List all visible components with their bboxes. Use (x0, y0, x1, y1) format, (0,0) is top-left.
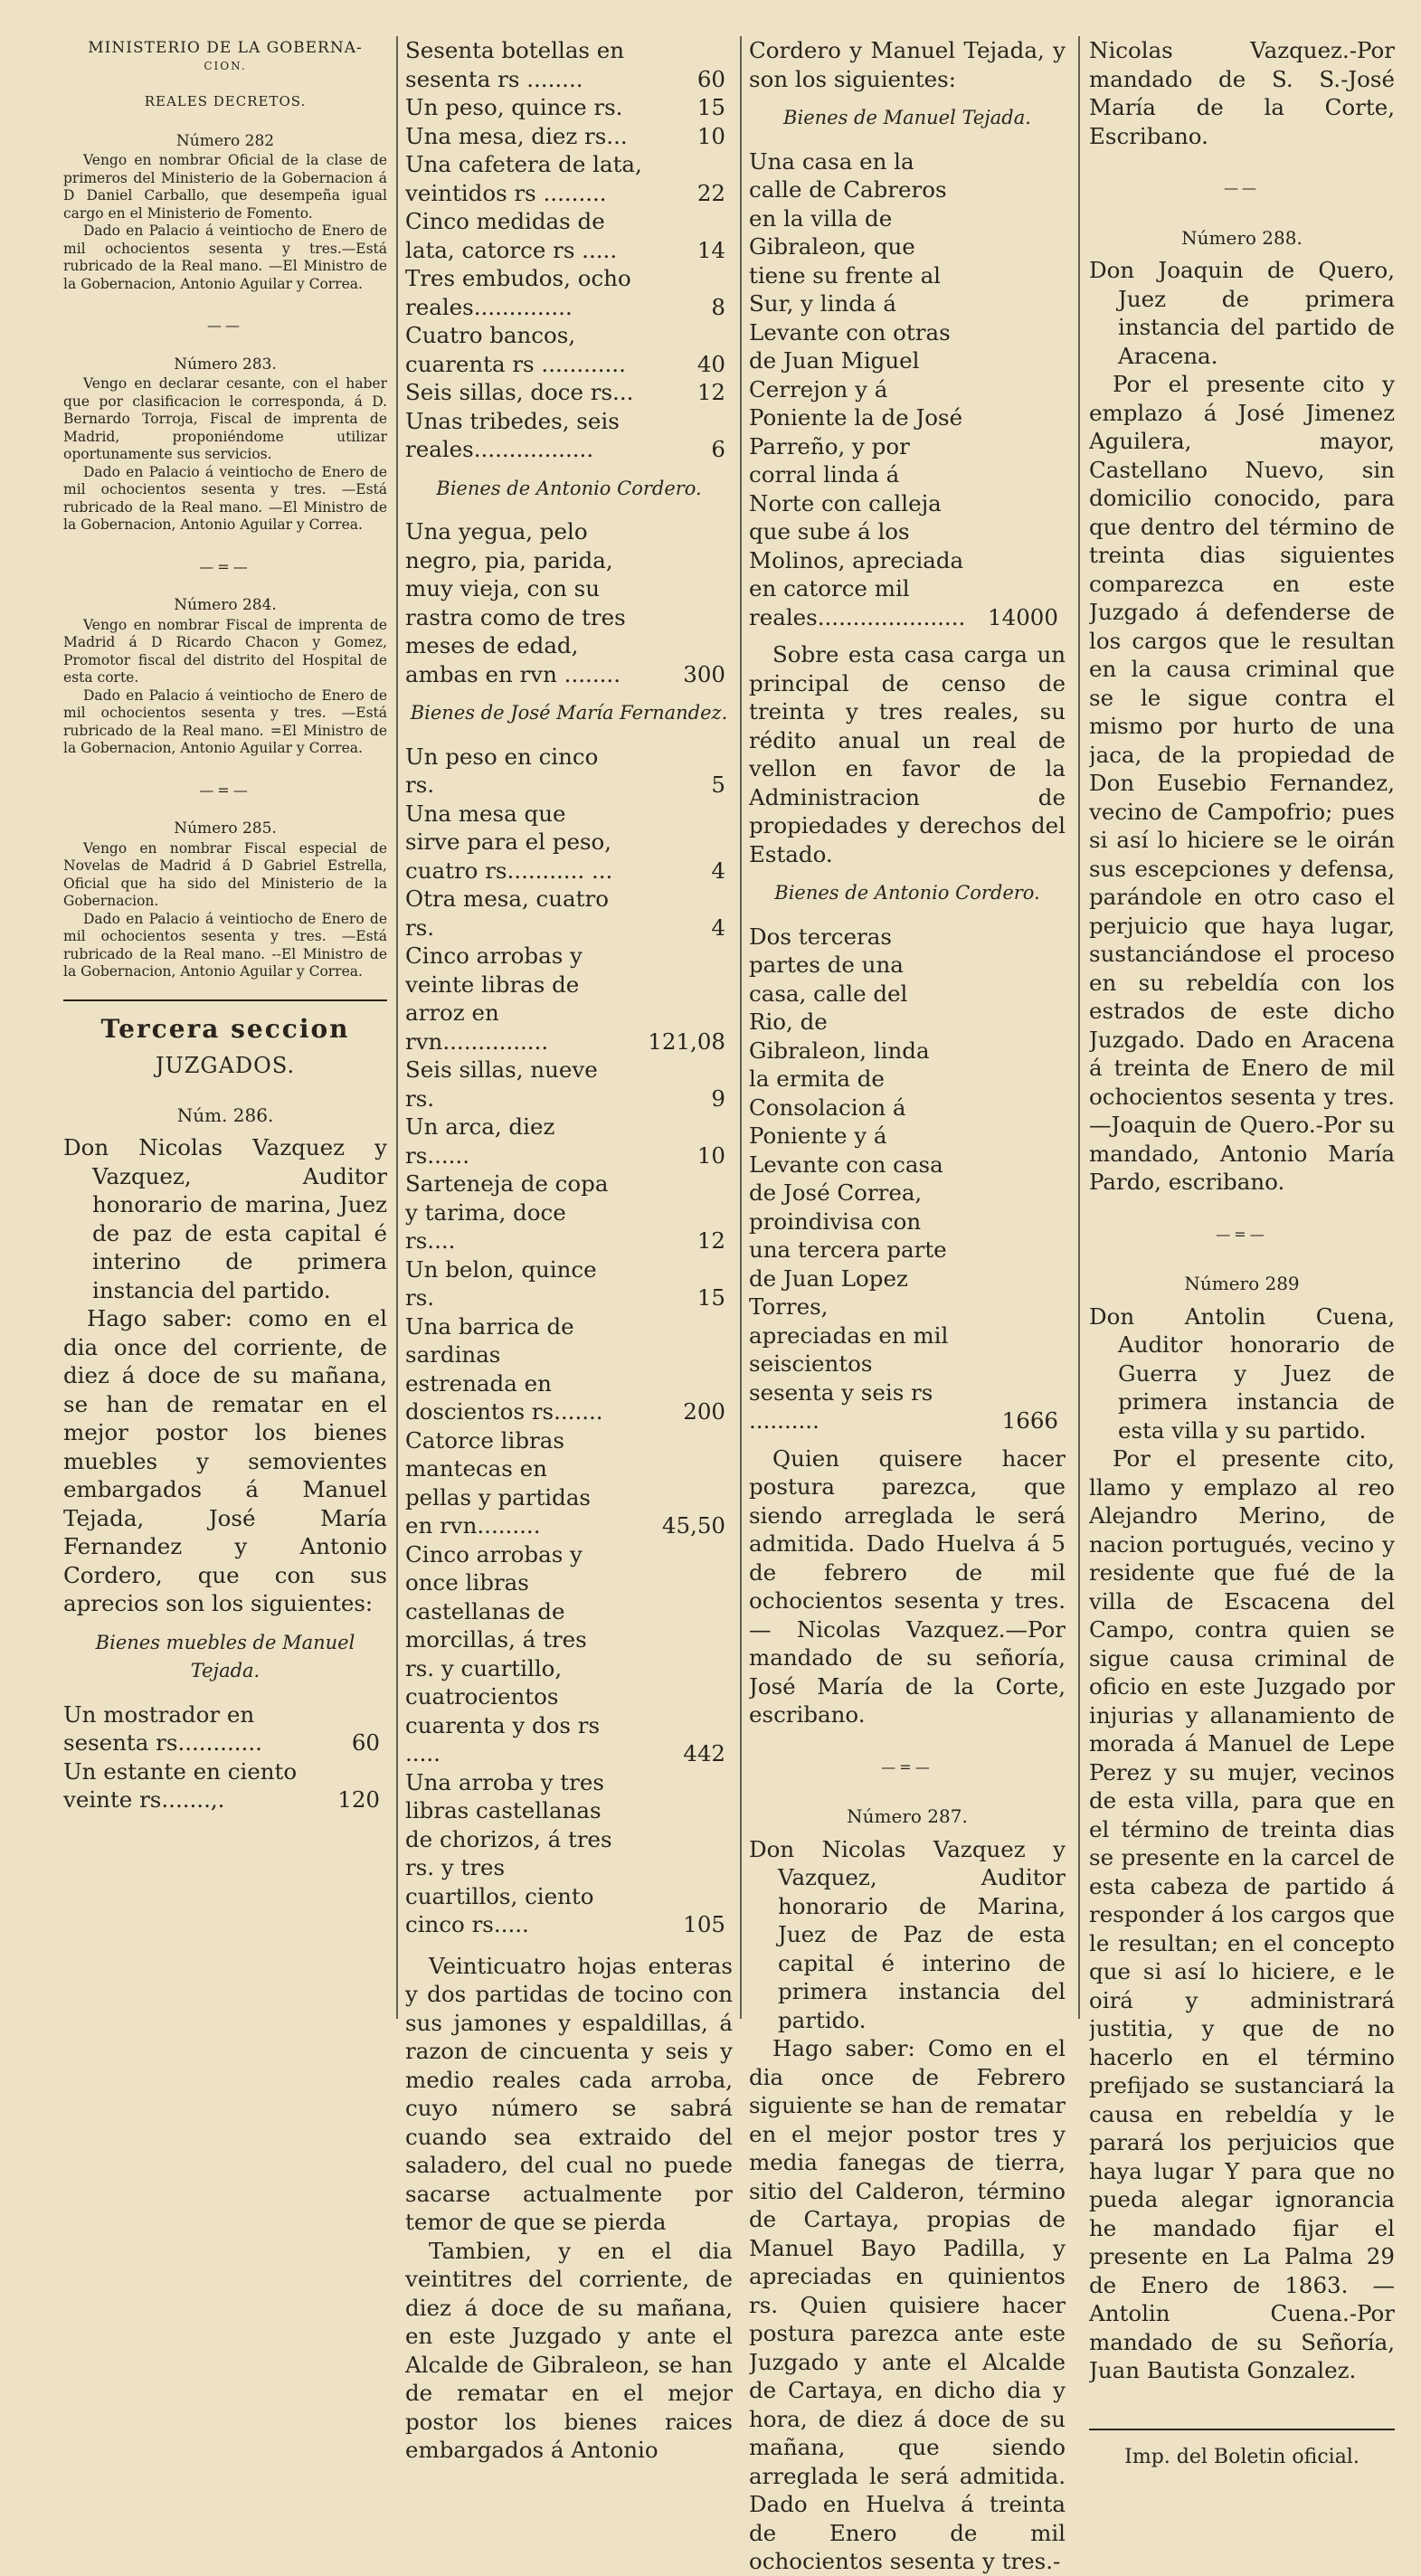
decree-284 (63, 597, 387, 758)
list-item: Una cafetera de lata, veintidos rs ......... 22 (405, 151, 725, 206)
notice-text: Don Antolin Cuena, Auditor honorario de Guerra y Juez de primera instancia de esta villa y su partido. (1089, 1302, 1395, 1444)
list-item: Un belon, quince rs. 15 (405, 1255, 725, 1311)
notice-number: Número 287. (847, 1805, 968, 1827)
decree-text: Vengo en nombrar Oficial de la clase de primeros del Ministerio de la Gobernacion á D Daniel Carballo, que desempeña igual cargo en el Ministerio de Fomento. (63, 152, 387, 222)
notice-text: Cordero y Manuel Tejada, y son los siguientes: (749, 37, 1066, 92)
notice-text: Hago saber: Como en el dia once de Febrero siguiente se han de rematar en el mejor postor tres y media fanegas de tierra, sitio del Calderon, término de Cartaya, propias de Manuel Bayo Padilla, y apreciadas en quinientos rs. Quien quisiere hacer postura parezca ante este Juzgado y ante el Alcalde de Cartaya, en dicho dia y hora, de diez á doce de su mañana, que siendo arreglada le será admitida. Dado en Huelva á treinta de Enero de mil ochocientos sesenta y tres.- (749, 2035, 1066, 2574)
column-4 (1089, 36, 1395, 2471)
separator: —=— (881, 1757, 933, 1776)
list-item: Sesenta botellas en sesenta rs ........ 60 (405, 37, 725, 92)
list-item: Cinco arrobas y once libras castellanas de morcillas, á tres rs. y cuartillo, cuatrocientos cuarenta y dos rs ..... 442 (405, 1540, 725, 1766)
ministry-title-cont: CION. (204, 59, 247, 72)
section-subtitle: JUZGADOS. (155, 1052, 296, 1078)
decree-number: Número 282 (175, 131, 275, 150)
list-item: Un arca, diez rs...... 10 (405, 1113, 725, 1169)
notice-text: Nicolas Vazquez.-Por mandado de S. S.-José María de la Corte, Escribano. (1089, 37, 1395, 149)
decree-text: Dado en Palacio á veintiocho de Enero de mil ochocientos sesenta y tres. —Está rubricado de la Real mano. —El Ministro de la Gobernacion, Antonio Aguilar y Correa. (63, 463, 387, 533)
separator: —=— (199, 557, 251, 575)
decree-285 (63, 820, 387, 981)
ministry-title: MINISTERIO DE LA GOBERNA- (88, 39, 363, 57)
goods-heading: Bienes de José María Fernandez. (410, 702, 728, 724)
list-item: Un estante en ciento veinte rs.......,. 120 (63, 1757, 380, 1813)
decree-text: Dado en Palacio á veintiocho de Enero de mil ochocientos sesenta y tres. —Está rubricado de la Real mano. --El Ministro de la Gobernacion, Antonio Aguilar y Correa. (63, 910, 387, 980)
notice-number: Núm. 286. (176, 1103, 274, 1126)
list-item: Cinco medidas de lata, catorce rs ..... 14 (405, 208, 725, 263)
notice-number: Número 288. (1181, 226, 1303, 249)
separator: —— (207, 317, 243, 334)
separator: —=— (199, 781, 251, 799)
list-item: Una arroba y tres libras castellanas de chorizos, á tres rs. y tres cuartillos, ciento cinco rs..... 105 (405, 1768, 725, 1937)
list-item: Seis sillas, nueve rs. 9 (405, 1056, 725, 1112)
section-rule (63, 999, 387, 1001)
decree-text: Dado en Palacio á veintiocho de Enero de mil ochocientos sesenta y tres.—Está rubricado de la Real mano. —El Ministro de la Gobernacion, Antonio Aguilar y Correa. (63, 223, 387, 292)
goods-heading: Bienes de Antonio Cordero. (774, 882, 1040, 904)
list-item: Unas tribedes, seis reales................. 6 (405, 407, 725, 462)
notice-number: Número 289 (1184, 1273, 1300, 1294)
list-item: Un peso en cinco rs. 5 (405, 743, 725, 798)
decree-text: Vengo en nombrar Fiscal especial de Novelas de Madrid á D Gabriel Estrella, Oficial que ha sido del Ministerio de la Gobernacion. (63, 839, 387, 909)
notice-text: Don Nicolas Vazquez y Vazquez, Auditor honorario de Marina, Juez de Paz de esta capital é interino de primera instancia del partido. (749, 1835, 1066, 2033)
list-item: Una mesa que sirve para el peso, cuatro rs........... ... 4 (405, 800, 725, 884)
goods-heading: Bienes muebles de Manuel Tejada. (95, 1631, 355, 1681)
notice-text: Veinticuatro hojas enteras y dos partidas de tocino con sus jamones y espaldillas, á razon de cincuenta y seis y medio reales cada arroba, cuyo número se sabrá cuando sea extraido del saladero, del cual no puede sacarse actualmente por temor de que se pierda (405, 1952, 733, 2235)
list-item: Seis sillas, doce rs... 12 (405, 379, 725, 405)
decree-282 (63, 133, 387, 294)
goods-heading: Bienes de Antonio Cordero. (436, 477, 702, 499)
decree-number: Número 283. (174, 355, 277, 374)
printer-imprint: Imp. del Boletin oficial. (1089, 2429, 1395, 2472)
goods-list (405, 36, 733, 464)
decree-text: Vengo en declarar cesante, con el haber que por clasificacion le corresponda, á D. Bernardo Torroja, Fiscal de imprenta de Madrid, proponiéndome utilizar oportunamente sus servicios. (63, 375, 387, 462)
list-item: Otra mesa, cuatro rs. 4 (405, 886, 725, 941)
separator: —— (1224, 179, 1260, 196)
notice-text: Por el presente cito, llamo y emplazo al reo Alejandro Merino, de nacion portugués, vecino y residente que fué de la villa de Escacena del Campo, contra quien se sigue causa criminal de oficio en este Juzgado por injurias y allanamiento de morada á Manuel de Lepe Perez y su mujer, vecinos de esta villa, para que en el término de treinta dias se presente en la carcel de esta cabeza de partido á responder á los cargos que le resultan; en el concepto que si así lo hiciere, e le oirá y administrará justitia, y que de no hacerlo en el término prefijado se sustanciará la causa en rebeldía y le parará los perjuicios que haya lugar Y para que no pueda alegar ignorancia he mandado fijar el presente en La Palma 29 de Enero de 1863. —Antolin Cuena.-Por mandado de su Señoría, Juan Bautista Gonzalez. (1089, 1445, 1395, 2383)
list-item: Catorce libras mantecas en pellas y partidas en rvn......... 45,50 (405, 1426, 725, 1539)
list-item: Tres embudos, ocho reales.............. 8 (405, 265, 725, 320)
notice-text: Don Nicolas Vazquez y Vazquez, Auditor honorario de marina, Juez de paz de esta capital é interino de primera instancia del partido. (63, 1134, 387, 1303)
list-item: Una yegua, pelo negro, pia, parida, muy vieja, con su rastra como de tres meses de edad, ambas en rvn ........ 300 (405, 518, 725, 687)
decree-283 (63, 356, 387, 535)
column-3 (749, 36, 1066, 2576)
column-2 (405, 36, 733, 2465)
list-item: Cuatro bancos, cuarenta rs ............ 40 (405, 322, 725, 377)
goods-list (405, 743, 733, 1939)
section-title: Tercera seccion (100, 1013, 350, 1044)
column-1 (63, 36, 387, 1814)
column-rule (1078, 36, 1080, 2019)
list-item: Una mesa, diez rs... 10 (405, 122, 725, 149)
decree-number: Número 285. (174, 819, 277, 838)
decree-text: Vengo en nombrar Fiscal de imprenta de Madrid á D Ricardo Chacon y Gomez, Promotor fiscal del distrito del Hospital de esta corte. (63, 616, 387, 686)
notice-text: Por el presente cito y emplazo á José Jimenez Aguilera, mayor, Castellano Nuevo, sin domicilio conocido, para que dentro del término de treinta dias siguientes comparezca en este Juzgado á defenderse de los cargos que le resultan en la causa criminal que se le sigue contra el mismo por hurto de una jaca, de la propiedad de Don Eusebio Fernandez, vecino de Campofrio; pues si así lo hiciere se le oirán sus escepciones y defensa, parándole en otro caso el perjuicio que haya lugar, sustanciándose el proceso en su rebeldía con los estrados de este dicho Juzgado. Dado en Aracena á treinta de Enero de mil ochocientos sesenta y tres.—Joaquin de Quero.-Por su mandado, Antonio María Pardo, escribano. (1089, 371, 1395, 1195)
list-item: Una barrica de sardinas estrenada en doscientos rs....... 200 (405, 1312, 725, 1425)
list-item: Cinco arrobas y veinte libras de arroz en rvn............... 121,08 (405, 942, 725, 1055)
notice-text: Hago saber: como en el dia once del corriente, de diez á doce de su mañana, se han de rematar en el mejor postor los bienes muebles y semovientes embargados á Manuel Tejada, José María Fernandez y Antonio Cordero, que con sus aprecios son los siguientes: (63, 1305, 387, 1616)
decree-text: Dado en Palacio á veintiocho de Enero de mil ochocientos sesenta y tres. —Está rubricado de la Real mano. =El Ministro de la Gobernacion, Antonio Aguilar y Correa. (63, 687, 387, 756)
list-item: Dos terceras partes de una casa, calle del Rio, de Gibraleon, linda la ermita de Consolacion á Poniente y á Levante con casa de José Correa, proindivisa con una tercera parte de Juan Lopez Torres, apreciadas en mil seiscientos sesenta y seis rs .......... 1666 (749, 923, 1058, 1434)
column-rule (396, 36, 398, 2019)
column-rule (740, 36, 742, 2019)
list-item: Un peso, quince rs. 15 (405, 94, 725, 120)
decrees-subtitle: REALES DECRETOS. (144, 93, 307, 109)
list-item: Un mostrador en sesenta rs............ 60 (63, 1700, 380, 1756)
list-item: Sarteneja de copa y tarima, doce rs.... 12 (405, 1170, 725, 1254)
separator: —=— (1216, 1225, 1268, 1243)
notice-text: Tambien, y en el dia veintitres del corriente, de diez á doce de su mañana, en este Juzgado y ante el Alcalde de Gibraleon, se han de rematar en el mejor postor los bienes raices embargados á Antonio (405, 2237, 733, 2463)
notice-text: Sobre esta casa carga un principal de censo de treinta y tres reales, su rédito anual un real de vellon en favor de la Administracion de propiedades y derechos del Estado. (749, 641, 1066, 867)
decree-number: Número 284. (174, 596, 277, 614)
notice-text: Quien quisere hacer postura parezca, que siendo arreglada le será admitida. Dado Huelva á 5 de febrero de mil ochocientos sesenta y tres.— Nicolas Vazquez.—Por mandado de su señoría, José María de la Corte, escribano. (749, 1444, 1066, 1728)
list-item: Una casa en la calle de Cabreros en la villa de Gibraleon, que tiene su frente al Sur, y linda á Levante con otras de Juan Miguel Cerrejon y á Poniente la de José Parreño, y por corral linda á Norte con calleja que sube á los Molinos, apreciada en catorce mil reales..................... 14000 (749, 147, 1058, 630)
goods-heading: Bienes de Manuel Tejada. (783, 107, 1031, 128)
notice-text: Don Joaquin de Quero, Juez de primera instancia del partido de Aracena. (1089, 257, 1395, 369)
